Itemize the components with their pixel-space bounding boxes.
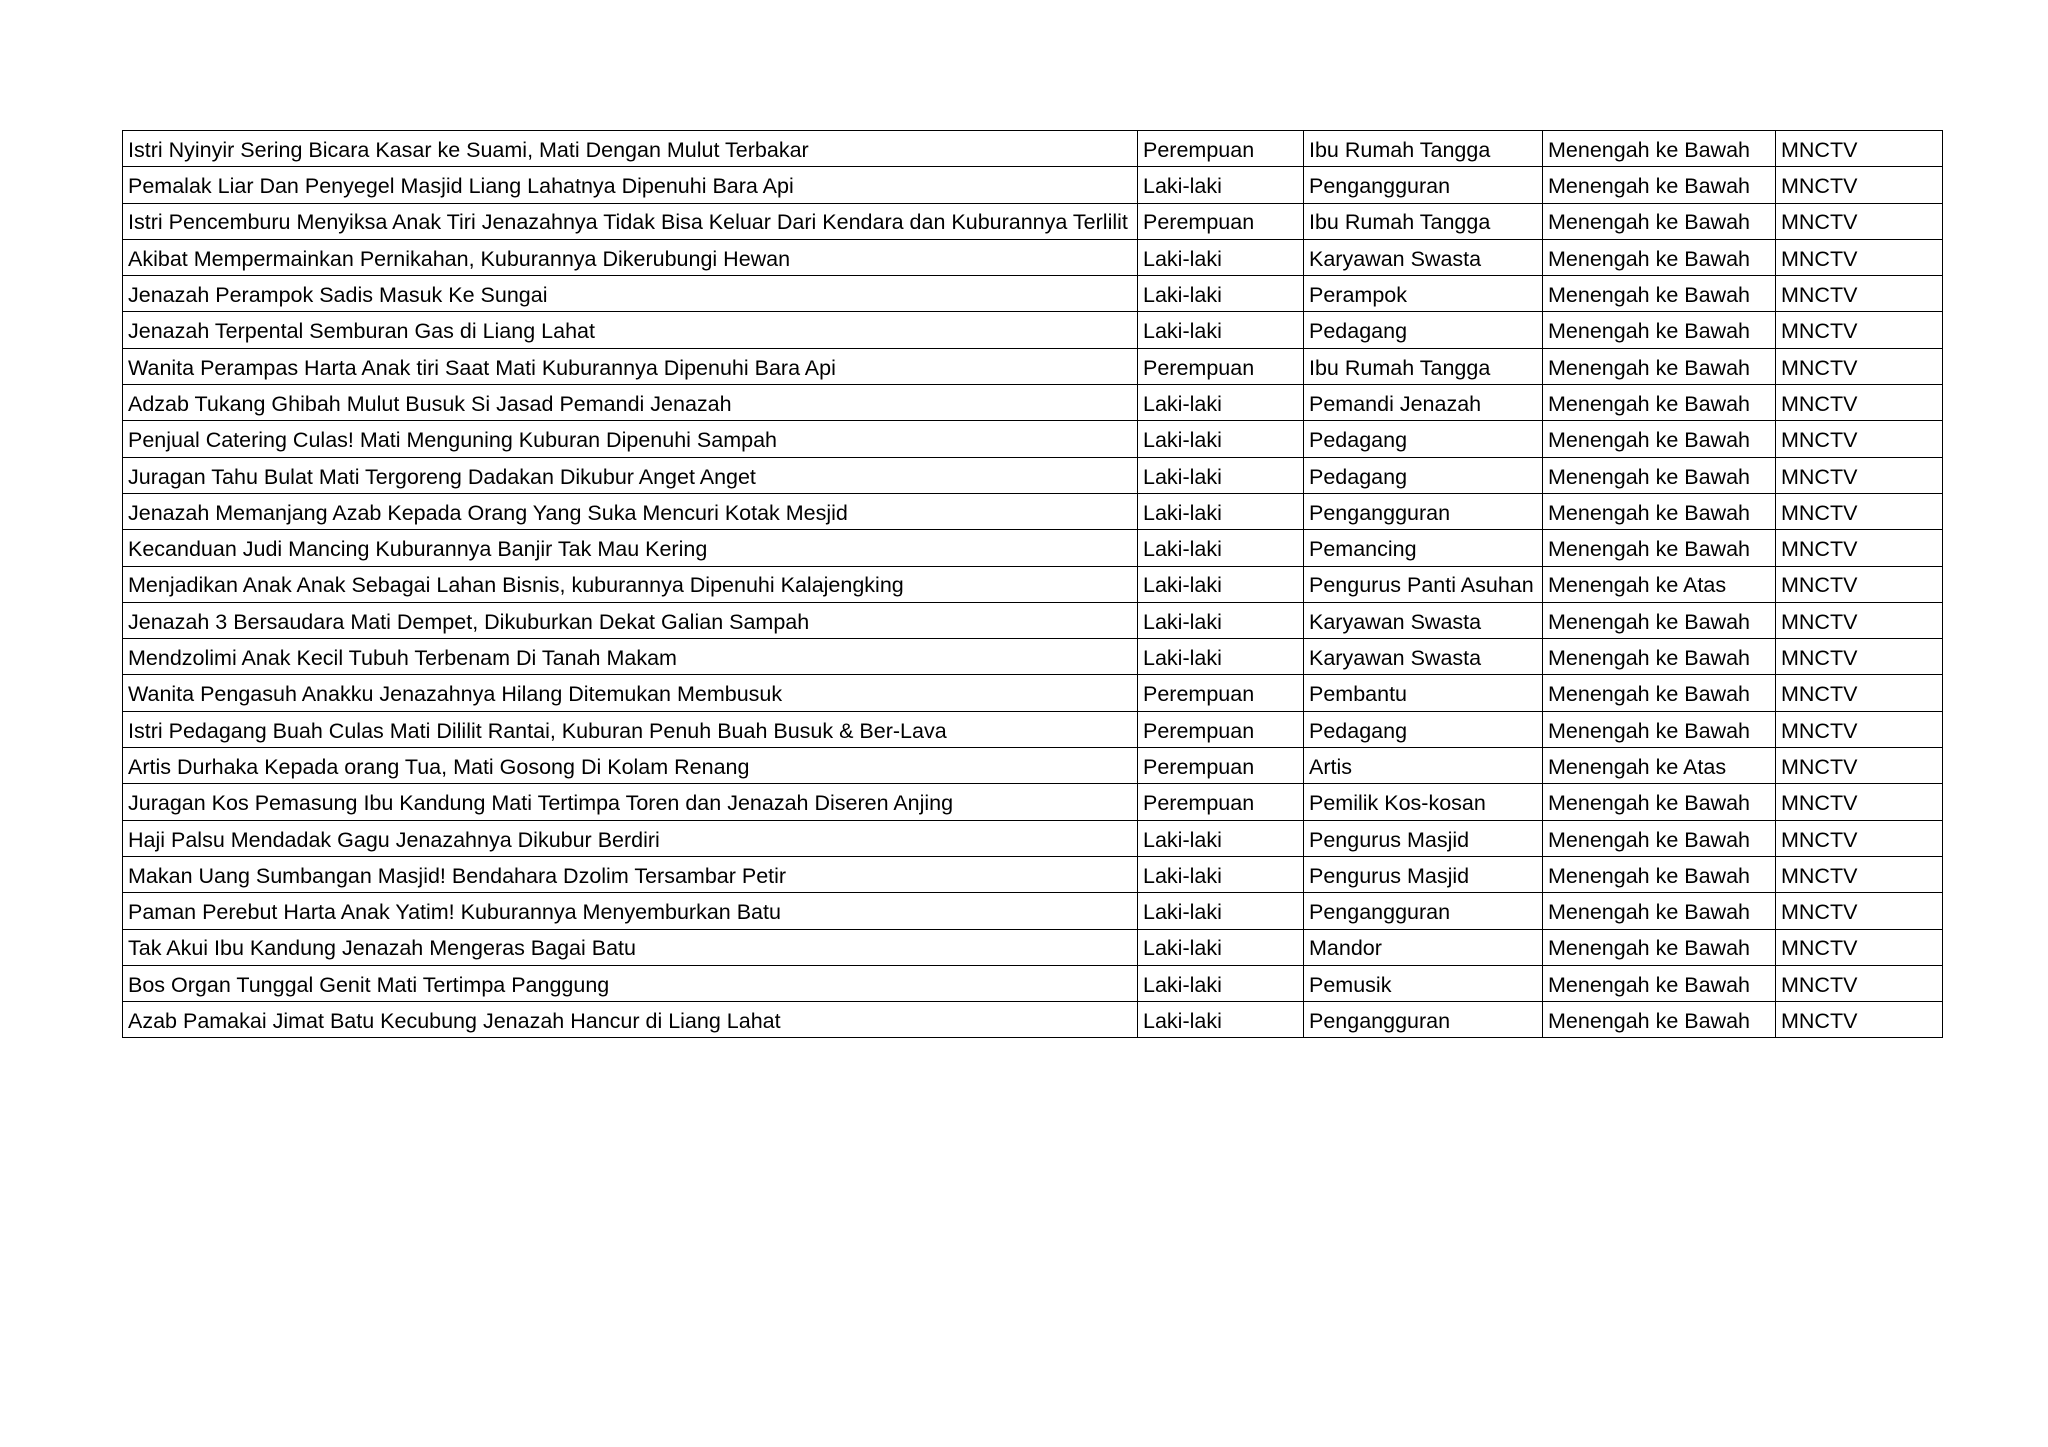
occupation-cell: Pemancing	[1304, 530, 1543, 566]
table-row	[123, 784, 1943, 820]
economic-class-cell: Menengah ke Bawah	[1543, 312, 1776, 348]
gender-cell: Laki-laki	[1138, 167, 1304, 203]
table-row	[123, 312, 1943, 348]
gender-cell: Laki-laki	[1138, 602, 1304, 638]
channel-cell: MNCTV	[1776, 1002, 1943, 1038]
episode-title-cell: Haji Palsu Mendadak Gagu Jenazahnya Dikubur Berdiri	[123, 820, 1138, 856]
table-row	[123, 602, 1943, 638]
table-row	[123, 820, 1943, 856]
episode-title-cell: Jenazah Perampok Sadis Masuk Ke Sungai	[123, 276, 1138, 312]
channel-cell: MNCTV	[1776, 602, 1943, 638]
episode-title-cell: Akibat Mempermainkan Pernikahan, Kuburannya Dikerubungi Hewan	[123, 239, 1138, 275]
gender-cell: Perempuan	[1138, 131, 1304, 167]
channel-cell: MNCTV	[1776, 312, 1943, 348]
channel-cell: MNCTV	[1776, 203, 1943, 239]
episode-title-cell: Istri Pencemburu Menyiksa Anak Tiri Jenazahnya Tidak Bisa Keluar Dari Kendara dan Kuburannya Terlilit	[123, 203, 1138, 239]
gender-cell: Laki-laki	[1138, 856, 1304, 892]
table-row	[123, 167, 1943, 203]
table-row	[123, 493, 1943, 529]
episode-title-cell: Wanita Perampas Harta Anak tiri Saat Mati Kuburannya Dipenuhi Bara Api	[123, 348, 1138, 384]
economic-class-cell: Menengah ke Bawah	[1543, 602, 1776, 638]
table-row	[123, 965, 1943, 1001]
occupation-cell: Pembantu	[1304, 675, 1543, 711]
table-row	[123, 385, 1943, 421]
occupation-cell: Pengangguran	[1304, 893, 1543, 929]
episode-title-cell: Azab Pamakai Jimat Batu Kecubung Jenazah Hancur di Liang Lahat	[123, 1002, 1138, 1038]
economic-class-cell: Menengah ke Bawah	[1543, 820, 1776, 856]
episode-title-cell: Bos Organ Tunggal Genit Mati Tertimpa Panggung	[123, 965, 1138, 1001]
occupation-cell: Pengurus Masjid	[1304, 820, 1543, 856]
episode-title-cell: Juragan Tahu Bulat Mati Tergoreng Dadakan Dikubur Anget Anget	[123, 457, 1138, 493]
occupation-cell: Karyawan Swasta	[1304, 602, 1543, 638]
table-row	[123, 639, 1943, 675]
channel-cell: MNCTV	[1776, 530, 1943, 566]
gender-cell: Perempuan	[1138, 784, 1304, 820]
channel-cell: MNCTV	[1776, 276, 1943, 312]
gender-cell: Laki-laki	[1138, 530, 1304, 566]
table-row	[123, 856, 1943, 892]
economic-class-cell: Menengah ke Bawah	[1543, 675, 1776, 711]
economic-class-cell: Menengah ke Bawah	[1543, 784, 1776, 820]
economic-class-cell: Menengah ke Bawah	[1543, 276, 1776, 312]
occupation-cell: Pemusik	[1304, 965, 1543, 1001]
economic-class-cell: Menengah ke Bawah	[1543, 493, 1776, 529]
episode-title-cell: Istri Pedagang Buah Culas Mati Dililit Rantai, Kuburan Penuh Buah Busuk & Ber-Lava	[123, 711, 1138, 747]
occupation-cell: Ibu Rumah Tangga	[1304, 348, 1543, 384]
episode-title-cell: Kecanduan Judi Mancing Kuburannya Banjir Tak Mau Kering	[123, 530, 1138, 566]
economic-class-cell: Menengah ke Bawah	[1543, 239, 1776, 275]
channel-cell: MNCTV	[1776, 167, 1943, 203]
channel-cell: MNCTV	[1776, 493, 1943, 529]
gender-cell: Laki-laki	[1138, 929, 1304, 965]
gender-cell: Perempuan	[1138, 348, 1304, 384]
occupation-cell: Ibu Rumah Tangga	[1304, 203, 1543, 239]
table-row	[123, 748, 1943, 784]
channel-cell: MNCTV	[1776, 965, 1943, 1001]
gender-cell: Laki-laki	[1138, 820, 1304, 856]
economic-class-cell: Menengah ke Atas	[1543, 566, 1776, 602]
channel-cell: MNCTV	[1776, 929, 1943, 965]
occupation-cell: Pedagang	[1304, 457, 1543, 493]
channel-cell: MNCTV	[1776, 639, 1943, 675]
table-row	[123, 276, 1943, 312]
table-row	[123, 893, 1943, 929]
table-body	[123, 131, 1943, 1038]
economic-class-cell: Menengah ke Bawah	[1543, 385, 1776, 421]
channel-cell: MNCTV	[1776, 675, 1943, 711]
gender-cell: Laki-laki	[1138, 566, 1304, 602]
occupation-cell: Pengangguran	[1304, 493, 1543, 529]
economic-class-cell: Menengah ke Bawah	[1543, 639, 1776, 675]
episode-title-cell: Adzab Tukang Ghibah Mulut Busuk Si Jasad Pemandi Jenazah	[123, 385, 1138, 421]
table-row	[123, 929, 1943, 965]
channel-cell: MNCTV	[1776, 711, 1943, 747]
economic-class-cell: Menengah ke Bawah	[1543, 530, 1776, 566]
episode-title-cell: Wanita Pengasuh Anakku Jenazahnya Hilang Ditemukan Membusuk	[123, 675, 1138, 711]
episode-title-cell: Menjadikan Anak Anak Sebagai Lahan Bisnis, kuburannya Dipenuhi Kalajengking	[123, 566, 1138, 602]
gender-cell: Laki-laki	[1138, 239, 1304, 275]
episode-title-cell: Paman Perebut Harta Anak Yatim! Kuburannya Menyemburkan Batu	[123, 893, 1138, 929]
channel-cell: MNCTV	[1776, 421, 1943, 457]
occupation-cell: Pengurus Panti Asuhan	[1304, 566, 1543, 602]
gender-cell: Perempuan	[1138, 711, 1304, 747]
economic-class-cell: Menengah ke Bawah	[1543, 457, 1776, 493]
episode-title-cell: Tak Akui Ibu Kandung Jenazah Mengeras Bagai Batu	[123, 929, 1138, 965]
table-row	[123, 239, 1943, 275]
episode-title-cell: Pemalak Liar Dan Penyegel Masjid Liang Lahatnya Dipenuhi Bara Api	[123, 167, 1138, 203]
gender-cell: Laki-laki	[1138, 1002, 1304, 1038]
occupation-cell: Pengangguran	[1304, 167, 1543, 203]
occupation-cell: Pengangguran	[1304, 1002, 1543, 1038]
occupation-cell: Pedagang	[1304, 421, 1543, 457]
episode-title-cell: Artis Durhaka Kepada orang Tua, Mati Gosong Di Kolam Renang	[123, 748, 1138, 784]
table-row	[123, 566, 1943, 602]
economic-class-cell: Menengah ke Bawah	[1543, 348, 1776, 384]
table-row	[123, 457, 1943, 493]
economic-class-cell: Menengah ke Bawah	[1543, 203, 1776, 239]
episode-title-cell: Jenazah 3 Bersaudara Mati Dempet, Dikuburkan Dekat Galian Sampah	[123, 602, 1138, 638]
occupation-cell: Pemilik Kos-kosan	[1304, 784, 1543, 820]
table-row	[123, 131, 1943, 167]
episode-title-cell: Istri Nyinyir Sering Bicara Kasar ke Suami, Mati Dengan Mulut Terbakar	[123, 131, 1138, 167]
gender-cell: Laki-laki	[1138, 493, 1304, 529]
gender-cell: Perempuan	[1138, 203, 1304, 239]
data-table	[122, 130, 1943, 1038]
channel-cell: MNCTV	[1776, 784, 1943, 820]
episode-title-cell: Juragan Kos Pemasung Ibu Kandung Mati Tertimpa Toren dan Jenazah Diseren Anjing	[123, 784, 1138, 820]
spreadsheet-page	[122, 130, 1943, 1038]
gender-cell: Laki-laki	[1138, 893, 1304, 929]
channel-cell: MNCTV	[1776, 239, 1943, 275]
occupation-cell: Pedagang	[1304, 711, 1543, 747]
economic-class-cell: Menengah ke Bawah	[1543, 893, 1776, 929]
channel-cell: MNCTV	[1776, 131, 1943, 167]
gender-cell: Laki-laki	[1138, 421, 1304, 457]
gender-cell: Laki-laki	[1138, 276, 1304, 312]
economic-class-cell: Menengah ke Bawah	[1543, 711, 1776, 747]
channel-cell: MNCTV	[1776, 457, 1943, 493]
gender-cell: Laki-laki	[1138, 457, 1304, 493]
episode-title-cell: Mendzolimi Anak Kecil Tubuh Terbenam Di Tanah Makam	[123, 639, 1138, 675]
episode-title-cell: Penjual Catering Culas! Mati Menguning Kuburan Dipenuhi Sampah	[123, 421, 1138, 457]
table-row	[123, 530, 1943, 566]
gender-cell: Laki-laki	[1138, 639, 1304, 675]
occupation-cell: Ibu Rumah Tangga	[1304, 131, 1543, 167]
occupation-cell: Pedagang	[1304, 312, 1543, 348]
gender-cell: Perempuan	[1138, 675, 1304, 711]
table-row	[123, 675, 1943, 711]
channel-cell: MNCTV	[1776, 893, 1943, 929]
table-row	[123, 421, 1943, 457]
occupation-cell: Mandor	[1304, 929, 1543, 965]
occupation-cell: Pemandi Jenazah	[1304, 385, 1543, 421]
gender-cell: Laki-laki	[1138, 965, 1304, 1001]
occupation-cell: Perampok	[1304, 276, 1543, 312]
occupation-cell: Artis	[1304, 748, 1543, 784]
economic-class-cell: Menengah ke Bawah	[1543, 421, 1776, 457]
gender-cell: Laki-laki	[1138, 385, 1304, 421]
channel-cell: MNCTV	[1776, 820, 1943, 856]
episode-title-cell: Jenazah Terpental Semburan Gas di Liang Lahat	[123, 312, 1138, 348]
economic-class-cell: Menengah ke Bawah	[1543, 131, 1776, 167]
gender-cell: Perempuan	[1138, 748, 1304, 784]
channel-cell: MNCTV	[1776, 856, 1943, 892]
episode-title-cell: Jenazah Memanjang Azab Kepada Orang Yang Suka Mencuri Kotak Mesjid	[123, 493, 1138, 529]
economic-class-cell: Menengah ke Bawah	[1543, 929, 1776, 965]
economic-class-cell: Menengah ke Bawah	[1543, 1002, 1776, 1038]
economic-class-cell: Menengah ke Atas	[1543, 748, 1776, 784]
economic-class-cell: Menengah ke Bawah	[1543, 167, 1776, 203]
gender-cell: Laki-laki	[1138, 312, 1304, 348]
table-row	[123, 1002, 1943, 1038]
channel-cell: MNCTV	[1776, 566, 1943, 602]
episode-title-cell: Makan Uang Sumbangan Masjid! Bendahara Dzolim Tersambar Petir	[123, 856, 1138, 892]
channel-cell: MNCTV	[1776, 748, 1943, 784]
occupation-cell: Karyawan Swasta	[1304, 639, 1543, 675]
channel-cell: MNCTV	[1776, 348, 1943, 384]
occupation-cell: Pengurus Masjid	[1304, 856, 1543, 892]
channel-cell: MNCTV	[1776, 385, 1943, 421]
table-row	[123, 203, 1943, 239]
table-row	[123, 348, 1943, 384]
occupation-cell: Karyawan Swasta	[1304, 239, 1543, 275]
table-row	[123, 711, 1943, 747]
economic-class-cell: Menengah ke Bawah	[1543, 965, 1776, 1001]
economic-class-cell: Menengah ke Bawah	[1543, 856, 1776, 892]
